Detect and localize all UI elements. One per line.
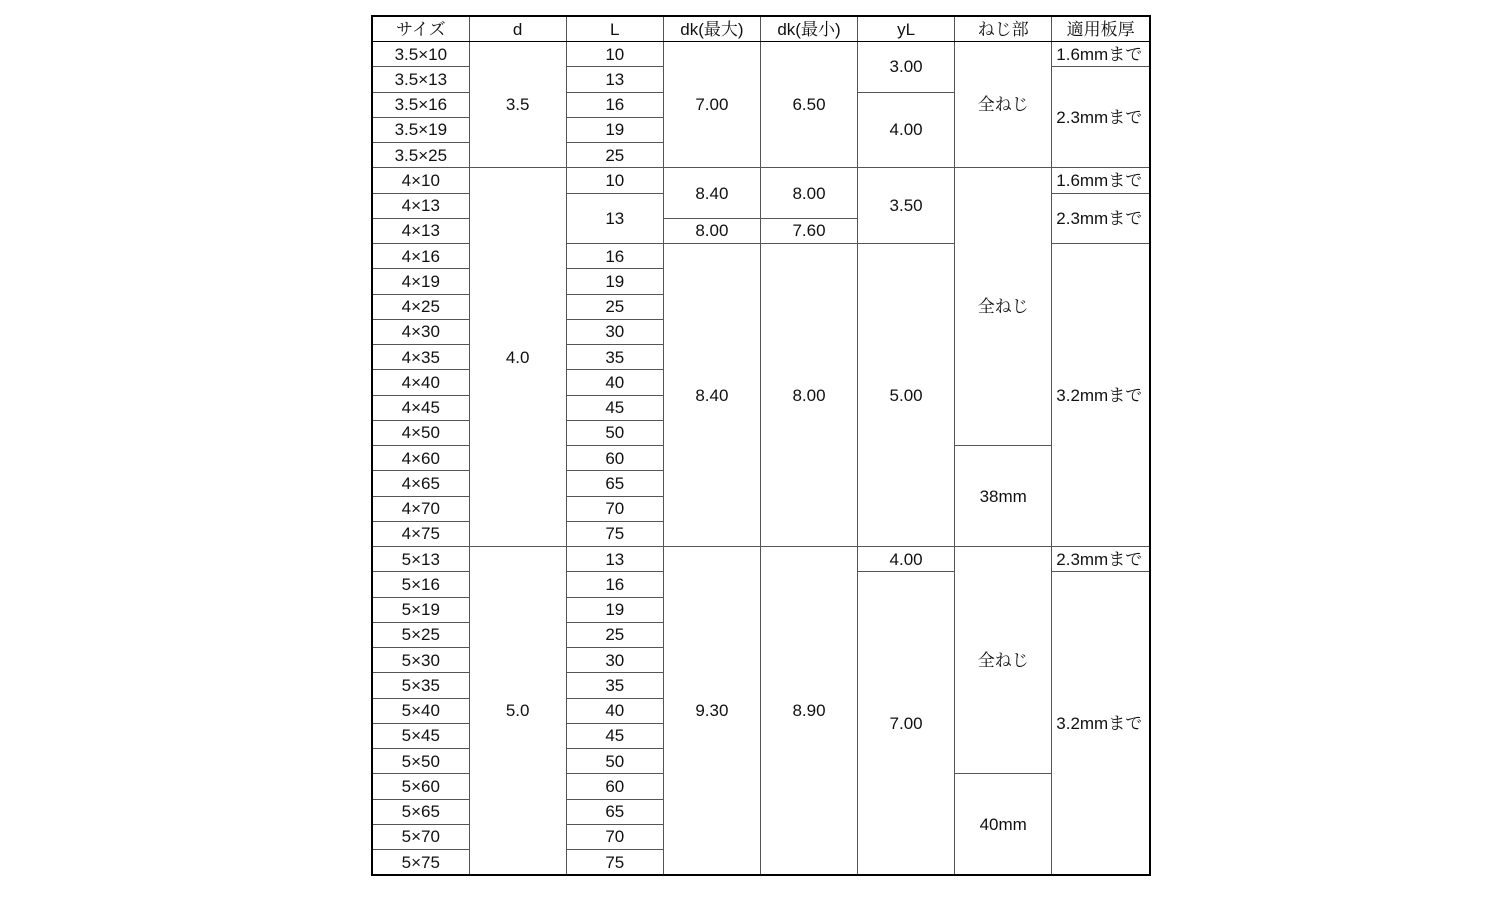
- l-cell: 30: [566, 319, 663, 344]
- size-cell: 5×70: [372, 824, 469, 849]
- l-cell: 13: [566, 547, 663, 572]
- size-cell: 5×60: [372, 774, 469, 799]
- size-cell: 4×25: [372, 294, 469, 319]
- l-cell: 65: [566, 471, 663, 496]
- dk-max-cell: 7.00: [663, 42, 760, 168]
- l-cell: 25: [566, 143, 663, 168]
- size-cell: 4×60: [372, 446, 469, 471]
- yl-cell: 3.50: [858, 168, 955, 244]
- yl-cell: 4.00: [858, 92, 955, 168]
- l-cell: 40: [566, 370, 663, 395]
- size-cell: 5×75: [372, 850, 469, 876]
- l-cell: 35: [566, 345, 663, 370]
- size-cell: 5×16: [372, 572, 469, 597]
- plate-cell: 1.6mmまで: [1052, 42, 1150, 67]
- l-cell: 16: [566, 92, 663, 117]
- l-cell: 75: [566, 850, 663, 876]
- size-cell: 5×30: [372, 648, 469, 673]
- plate-cell: 3.2mmまで: [1052, 572, 1150, 876]
- size-cell: 4×30: [372, 319, 469, 344]
- dk-min-cell: 8.00: [760, 168, 857, 219]
- l-cell: 19: [566, 269, 663, 294]
- size-cell: 4×50: [372, 420, 469, 445]
- l-cell: 10: [566, 42, 663, 67]
- plate-cell: 2.3mmまで: [1052, 547, 1150, 572]
- size-cell: 5×13: [372, 547, 469, 572]
- l-cell: 13: [566, 193, 663, 244]
- plate-cell: 2.3mmまで: [1052, 193, 1150, 244]
- header-l: L: [566, 16, 663, 42]
- dk-min-cell: 8.00: [760, 244, 857, 547]
- l-cell: 10: [566, 168, 663, 193]
- thread-cell: 全ねじ: [955, 168, 1052, 446]
- l-cell: 35: [566, 673, 663, 698]
- header-yl: yL: [858, 16, 955, 42]
- l-cell: 70: [566, 496, 663, 521]
- size-cell: 3.5×13: [372, 67, 469, 92]
- size-cell: 4×70: [372, 496, 469, 521]
- thread-cell: 全ねじ: [955, 42, 1052, 168]
- size-cell: 3.5×25: [372, 143, 469, 168]
- size-cell: 5×65: [372, 799, 469, 824]
- d-cell: 5.0: [469, 547, 566, 876]
- l-cell: 45: [566, 723, 663, 748]
- dk-max-cell: 8.40: [663, 244, 760, 547]
- header-row: [372, 16, 1150, 42]
- size-cell: 3.5×19: [372, 117, 469, 142]
- l-cell: 25: [566, 294, 663, 319]
- size-cell: 5×50: [372, 749, 469, 774]
- size-cell: 3.5×10: [372, 42, 469, 67]
- l-cell: 25: [566, 622, 663, 647]
- thread-cell: 38mm: [955, 446, 1052, 547]
- header-dk-max: dk(最大): [663, 16, 760, 42]
- yl-cell: 3.00: [858, 42, 955, 93]
- dk-min-cell: 8.90: [760, 547, 857, 876]
- yl-cell: 5.00: [858, 244, 955, 547]
- size-cell: 4×45: [372, 395, 469, 420]
- size-cell: 4×19: [372, 269, 469, 294]
- header-d: d: [469, 16, 566, 42]
- size-cell: 5×19: [372, 597, 469, 622]
- dk-max-cell: 8.40: [663, 168, 760, 219]
- dk-min-cell: 6.50: [760, 42, 857, 168]
- d-cell: 4.0: [469, 168, 566, 547]
- header-dk-min: dk(最小): [760, 16, 857, 42]
- dk-max-cell: 9.30: [663, 547, 760, 876]
- thread-cell: 全ねじ: [955, 547, 1052, 774]
- l-cell: 16: [566, 572, 663, 597]
- l-cell: 50: [566, 420, 663, 445]
- size-cell: 5×25: [372, 622, 469, 647]
- size-cell: 4×16: [372, 244, 469, 269]
- size-cell: 4×13: [372, 218, 469, 243]
- size-cell: 5×40: [372, 698, 469, 723]
- l-cell: 13: [566, 67, 663, 92]
- l-cell: 45: [566, 395, 663, 420]
- size-cell: 5×35: [372, 673, 469, 698]
- yl-cell: 7.00: [858, 572, 955, 876]
- header-thread: ねじ部: [955, 16, 1052, 42]
- l-cell: 75: [566, 521, 663, 546]
- l-cell: 50: [566, 749, 663, 774]
- thread-cell: 40mm: [955, 774, 1052, 876]
- yl-cell: 4.00: [858, 547, 955, 572]
- plate-cell: 3.2mmまで: [1052, 244, 1150, 547]
- l-cell: 30: [566, 648, 663, 673]
- size-cell: 4×35: [372, 345, 469, 370]
- l-cell: 40: [566, 698, 663, 723]
- table-row: [372, 168, 1150, 193]
- l-cell: 19: [566, 597, 663, 622]
- size-cell: 5×45: [372, 723, 469, 748]
- size-cell: 4×10: [372, 168, 469, 193]
- l-cell: 60: [566, 446, 663, 471]
- size-cell: 4×13: [372, 193, 469, 218]
- table-row: [372, 547, 1150, 572]
- l-cell: 60: [566, 774, 663, 799]
- dk-min-cell: 7.60: [760, 218, 857, 243]
- l-cell: 19: [566, 117, 663, 142]
- l-cell: 65: [566, 799, 663, 824]
- header-size: サイズ: [372, 16, 469, 42]
- header-plate: 適用板厚: [1052, 16, 1150, 42]
- l-cell: 70: [566, 824, 663, 849]
- plate-cell: 2.3mmまで: [1052, 67, 1150, 168]
- table-row: [372, 42, 1150, 67]
- size-cell: 4×40: [372, 370, 469, 395]
- size-cell: 4×75: [372, 521, 469, 546]
- l-cell: 16: [566, 244, 663, 269]
- screw-spec-table: [371, 15, 1151, 876]
- dk-max-cell: 8.00: [663, 218, 760, 243]
- plate-cell: 1.6mmまで: [1052, 168, 1150, 193]
- d-cell: 3.5: [469, 42, 566, 168]
- size-cell: 3.5×16: [372, 92, 469, 117]
- size-cell: 4×65: [372, 471, 469, 496]
